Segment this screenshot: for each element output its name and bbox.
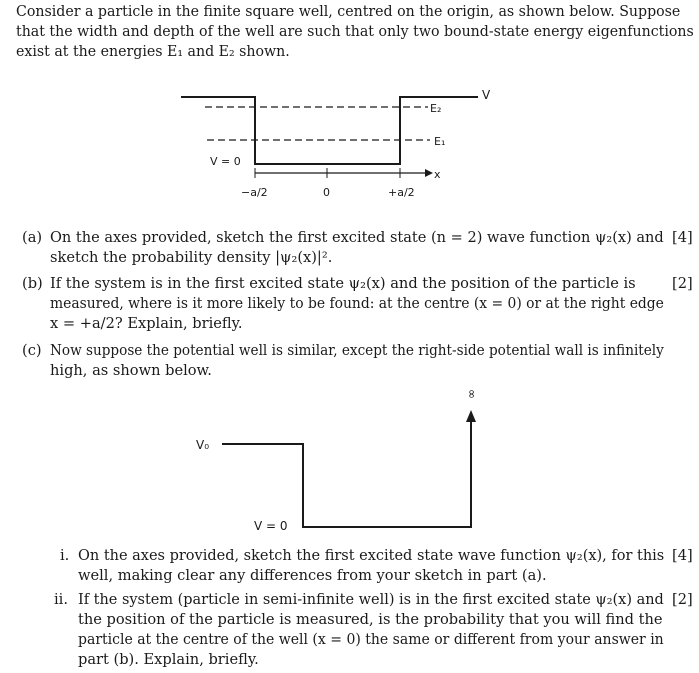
part-c-ii-label: ii. [54,591,68,608]
intro-line-3: exist at the energies E₁ and E₂ shown. [16,43,290,60]
intro-line-1: Consider a particle in the finite square well, centred on the origin, as shown below. Suppose [16,3,681,20]
part-b-label: (b) [22,275,43,292]
tick-right-label: +a/2 [388,186,415,199]
v0-label: V = 0 [210,155,241,168]
part-c-label: (c) [22,342,42,359]
part-a-line-2: sketch the probability density |ψ₂(x)|². [50,249,333,266]
infinite-wall-arrow [466,410,476,422]
tick-center-label: 0 [323,186,330,199]
v-zero-label: V = 0 [254,519,288,533]
v0-wall-label: V₀ [196,438,210,452]
part-b-line-2: measured, where is it more likely to be found: at the centre (x = 0) or at the right edge [50,295,664,312]
part-c-i-label: i. [60,547,70,564]
part-a-line-1: On the axes provided, sketch the first excited state (n = 2) wave function ψ₂(x) and [50,229,664,246]
semi-infinite-well-potential [222,420,471,527]
part-c-i-marks: [4] [672,547,693,564]
part-a-label: (a) [22,229,43,246]
part-c-ii-line-2: the position of the particle is measured, is the probability that you will find the [78,611,663,628]
e2-label: E₂ [430,102,442,115]
part-c-ii-line-3: particle at the centre of the well (x = 0) the same or different from your answer in [78,631,664,648]
part-a-marks: [4] [672,229,693,246]
intro-paragraph [16,2,694,62]
x-label: x [434,168,441,181]
finite-well-potential [181,97,478,164]
part-c-line-1: Now suppose the potential well is similar, except the right-side potential wall is infinitely [50,342,664,359]
part-b-line-3: x = +a/2? Explain, briefly. [50,315,243,332]
part-c-ii-marks: [2] [672,591,693,608]
part-c-ii-line-4: part (b). Explain, briefly. [78,651,259,668]
part-b-marks: [2] [672,275,693,292]
infinity-label: ∞ [465,389,479,399]
intro-line-2: that the width and depth of the well are such that only two bound-state energy eigenfunctions [16,23,694,40]
tick-left-label: −a/2 [241,186,268,199]
e1-label: E₁ [434,135,446,148]
part-b-line-1: If the system is in the first excited state ψ₂(x) and the position of the particle is [50,275,636,292]
v-label: V [482,88,491,102]
part-c-i-line-1: On the axes provided, sketch the first excited state wave function ψ₂(x), for this [78,547,665,564]
part-c-line-2: high, as shown below. [50,362,212,379]
part-c-i-line-2: well, making clear any differences from your sketch in part (a). [78,567,547,584]
x-axis-arrow [425,169,433,177]
part-c-ii-line-1: If the system (particle in semi-infinite well) is in the first excited state ψ₂(x) and [78,591,664,608]
